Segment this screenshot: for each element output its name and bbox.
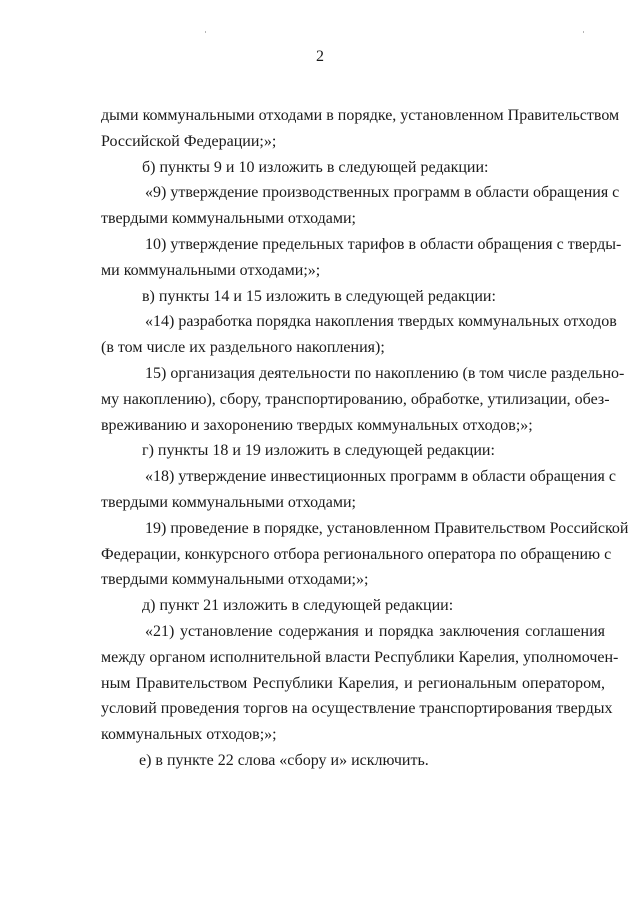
text-line: 15) организация деятельности по накоплению (в том числе раздельно-	[145, 364, 625, 382]
text-line: коммунальных отходов;»;	[101, 726, 277, 744]
text-line: твердыми коммунальными отходами;	[101, 493, 356, 511]
text-line: ным Правительством Республики Карелия, и региональным оператором,	[101, 674, 605, 692]
text-line: б) пункты 9 и 10 изложить в следующей редакции:	[142, 158, 489, 176]
text-line: твердыми коммунальными отходами;»;	[101, 571, 369, 589]
text-line: в) пункты 14 и 15 изложить в следующей редакции:	[142, 287, 496, 305]
text-line: «9) утверждение производственных программ в области обращения с	[145, 184, 620, 202]
text-line: Федерации, конкурсного отбора регионального оператора по обращению с	[101, 545, 612, 563]
text-line: твердыми коммунальными отходами;	[101, 210, 356, 228]
document-body	[101, 103, 629, 774]
text-line: условий проведения торгов на осуществление транспортирования твердых	[101, 700, 613, 718]
text-line: ми коммунальными отходами;»;	[101, 261, 321, 279]
text-line: Российской Федерации;»;	[101, 132, 277, 150]
text-line: г) пункты 18 и 19 изложить в следующей редакции:	[142, 442, 495, 460]
text-line: 10) утверждение предельных тарифов в области обращения с тверды-	[145, 235, 622, 253]
text-line: е) в пункте 22 слова «сбору и» исключить.	[139, 751, 429, 769]
page-number: 2	[316, 48, 324, 65]
text-line: (в том числе их раздельного накопления);	[101, 339, 385, 357]
scan-mark	[583, 31, 584, 33]
scan-mark	[205, 31, 206, 33]
text-line: дыми коммунальными отходами в порядке, установленном Правительством	[101, 107, 620, 124]
text-line: «14) разработка порядка накопления твердых коммунальных отходов	[145, 313, 617, 331]
text-line: «21) установление содержания и порядка заключения соглашения	[145, 622, 605, 640]
text-line: вреживанию и захоронению твердых коммунальных отходов;»;	[101, 416, 533, 434]
text-line: между органом исполнительной власти Республики Карелия, уполномочен-	[101, 648, 619, 666]
text-line: д) пункт 21 изложить в следующей редакции:	[142, 597, 454, 615]
text-line: 19) проведение в порядке, установленном Правительством Российской	[145, 519, 629, 537]
text-line: «18) утверждение инвестиционных программ в области обращения с	[145, 468, 616, 486]
text-line: му накоплению), сбору, транспортированию, обработке, утилизации, обез-	[101, 390, 610, 408]
